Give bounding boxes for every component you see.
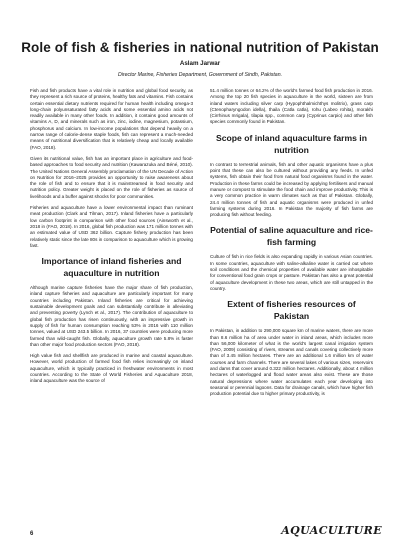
author-affiliation: Director Marine, Fisheries Department, Government of Sindh, Pakistan. [117,72,283,78]
page-number: 6 [30,531,34,537]
magazine-logo: AQUACULTURE [281,524,382,537]
section-heading: Potential of saline aquaculture and rice-fish farming [210,225,373,248]
paragraph: In Pakistan, in addition to 290,000 square km of marine waters, there are more than 8.6 million ha of area under water in inland areas, which includes more than 56,000 kilometer of what is the world's largest canal irrigation system (FAO, 2009) consisting of rivers, streams and canals covering collectively more than of 3.45 million hectares. There are an additional 1.6 million km of water courses and farm channels. There are several lakes of various sizes, reservoirs and dams that cover around 0.322 million hectares. Additionally, about 4 million hectares of waterlogged and flood water areas also exist. These are those natural depressions where water accumulates each year developing into seasonal or perennial lagoons. Data for drainage canals, which have higher fish production potential due to higher primary productivity, is [210,328,373,397]
paragraph: Fisheries and aquaculture have a lower environmental impact than ruminant meat production (Clark and Tilman, 2017). Inland fisheries have a particularly low carbon footprint in comparison with other food sources (Ainsworth et al., 2018 in (FAO, 2018). In 2016, global fish production was 171 million tonnes with an estimated value of USD 362 billion. Capture fishery production has been relatively static since the late 80s in comparison to aquaculture which is growing fast. [30,205,193,248]
paragraph: High value fish and shellfish are produced in marine and coastal aquaculture. However, world production of farmed food fish relies increasingly on inland aquaculture, which is typically practiced in freshwater environments in most countries. According to the State of World Fisheries and Aquaculture 2018, inland aquaculture was the source of [30,353,193,384]
paragraph: In contrast to terrestrial animals, fish and other aquatic organisms have a plus point that these can also be cultured without providing any feeds. In unfed systems, fish obtain their food from natural food organisms found in the water. Production in these farms could be increased by applying fertilisers and manual manure or compost to stimulate the food chain and improve productivity. This is a very common practice in warm climates such as that of Pakistan. Globally, 24.4 million tonnes of fish and aquatic organisms were produced in unfed farming systems during 2016. In Pakistan the majority of fish farms are producing fish without feeding. [210,161,373,218]
paragraph: Culture of fish in rice fields is also expanding rapidly in various Asian countries. In some countries, aquaculture with saline-alkaline water is carried out where soil conditions and the chemical properties of available water are inhospitable for conventional food grain crops or pasture. Pakistan has also a great potential of aquaculture development in these two areas, which are still untapped in the country. [210,254,373,291]
left-column [30,88,193,390]
right-column [210,88,373,403]
paragraph: Fish and fish products have a vital role in nutrition and global food security, as they represent a rich source of proteins, healthy fats and vitamins. Fish contains certain essential dietary nutrients required for human health including omega-3 long-chain polyunsaturated fatty acids and some essential amino acids not readily available in many other foods. In addition, it contains good amounts of vitamins A, D, and minerals such as iron, zinc, iodine, magnesium, potassium, phosphorus and calcium. In low-income populations that depend heavily on a narrow range of calorie-dense staple foods, fish can represent a much-needed means of nutritional diversification that is relatively cheap and locally available (FAO, 2018). [30,88,193,150]
paragraph: Given its nutritional value, fish has an important place in agriculture and food-based approaches to food security and nutrition (Kawarazuka and Béné, 2010). The United Nations General Assembly proclamation of the UN Decade of Action on Nutrition for 2016–2025 provides an opportunity to raise awareness about the role of fish and to ensure that it is mainstreamed in food security and nutrition policy. Greater weight is placed on the role of fisheries as source of livelihoods and a buffer against shocks for poor communities. [30,155,193,199]
section-heading: Extent of fisheries resources of Pakistan [227,299,356,322]
section-heading: Importance of inland fisheries and aquaculture in nutrition [41,256,182,279]
paragraph: Although marine capture fisheries have the major share of fish production, inland capture fisheries and aquaculture are particularly important for many countries including Pakistan. Inland fisheries are critical for achieving sustainable development goals and can substantially contribute in alleviating and preventing poverty (Lynch et al., 2017). The contribution of aquaculture to global fish production has risen continuously, with an impressive growth in supply of fish for human consumption reaching 53% in 2016 with 110 million tonnes, valued at USD 243.5 billion. In 2016, 37 countries were producing more farmed than wild-caught fish. Globally, aquaculture growth rate 5.8% is faster than other major food production sectors (FAO, 2018). [30,285,193,347]
paragraph: 51.4 million tonnes or 64.2% of the world's farmed food fish production in 2016. Among the top 20 fish species in aquaculture in the world, sixteen are from inland waters including silver carp (Hypophthalmichthys molitrix), grass carp (Ctenopharyngodon idella), thaila (Catla catla), rohu (Labeo rohita), morakhi (Cirrhinus mrigala), tilapia spp., common carp (Cyprinus carpio) and other fish species commonly found in Pakistan. [210,88,373,125]
author-name: Aslam Jarwar [179,60,221,67]
section-heading: Scope of inland aquaculture farms in nutrition [216,132,367,155]
article-title: Role of fish & fisheries in national nutrition of Pakistan [21,40,379,55]
